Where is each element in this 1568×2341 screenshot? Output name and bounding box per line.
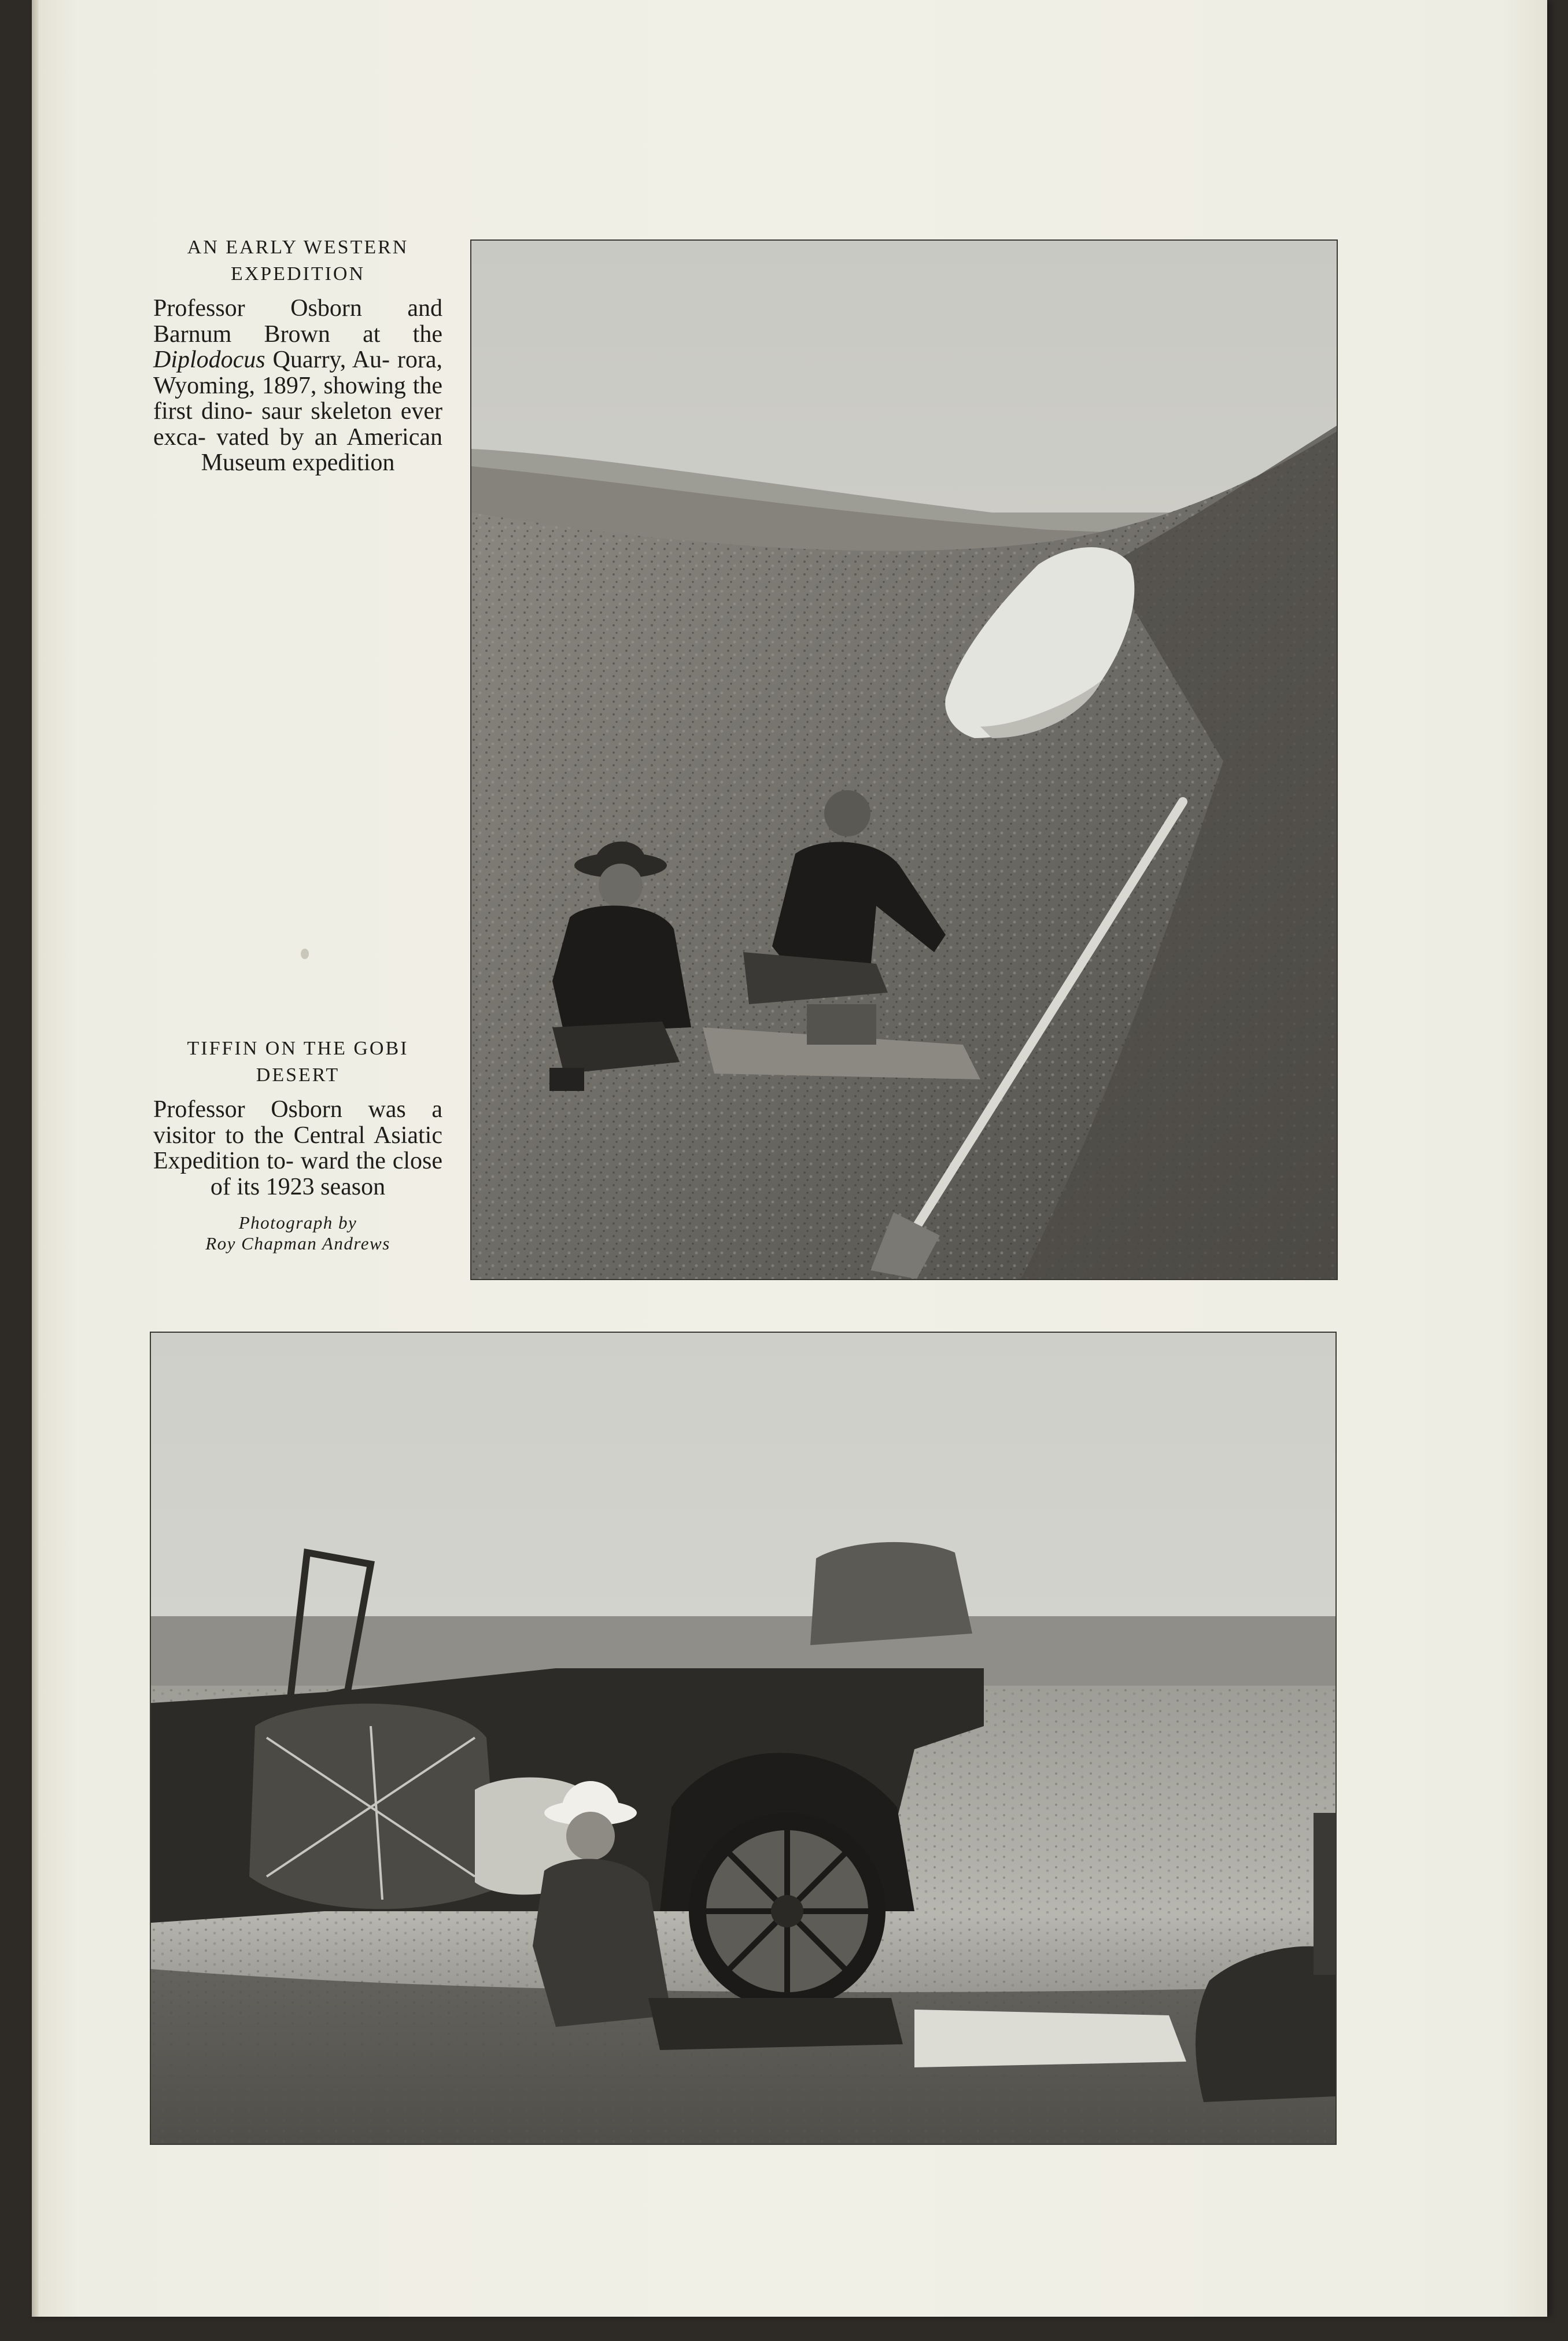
caption-tiffin-gobi-desert xyxy=(153,1035,442,1254)
caption-heading: AN EARLY WESTERN EXPEDITION xyxy=(187,237,409,285)
caption-line: rora, Wyoming, 1897, xyxy=(153,346,443,399)
caption-line: vated by an American xyxy=(216,423,443,451)
caption-body xyxy=(153,1097,442,1200)
caption-line: visitor to the Central xyxy=(153,1122,366,1149)
photo-gobi-desert xyxy=(150,1332,1337,2145)
italic-genus-name: Diplodocus xyxy=(153,346,265,373)
caption-line: showing the first dino- xyxy=(153,372,443,425)
caption-line: Museum expedition xyxy=(201,449,395,476)
caption-line: Barnum Brown at the xyxy=(153,320,442,348)
binding-edge xyxy=(32,0,39,2317)
caption-body xyxy=(153,296,442,476)
paper-sheet xyxy=(32,0,1547,2317)
photo-credit xyxy=(153,1212,442,1254)
caption-line: ward the close of its 1923 xyxy=(210,1148,442,1200)
caption-line: season xyxy=(320,1173,386,1200)
quarry-scene xyxy=(471,241,1337,1279)
paper-speck xyxy=(301,949,309,959)
photo-diplodocus-quarry xyxy=(470,239,1338,1280)
caption-early-western-expedition xyxy=(153,234,442,476)
gobi-scene xyxy=(151,1333,1335,2144)
caption-line: Professor Osborn and xyxy=(153,295,442,322)
credit-line: Photograph by xyxy=(238,1212,357,1233)
caption-heading: TIFFIN ON THE GOBI DESERT xyxy=(187,1038,409,1086)
caption-line: Professor Osborn was a xyxy=(153,1096,442,1123)
caption-line: Diplodocus Quarry, Au- xyxy=(153,346,390,373)
caption-line: Asiatic Expedition to- xyxy=(153,1122,442,1174)
credit-line: Roy Chapman Andrews xyxy=(205,1233,390,1254)
caption-line: saur skeleton ever exca- xyxy=(153,398,443,451)
